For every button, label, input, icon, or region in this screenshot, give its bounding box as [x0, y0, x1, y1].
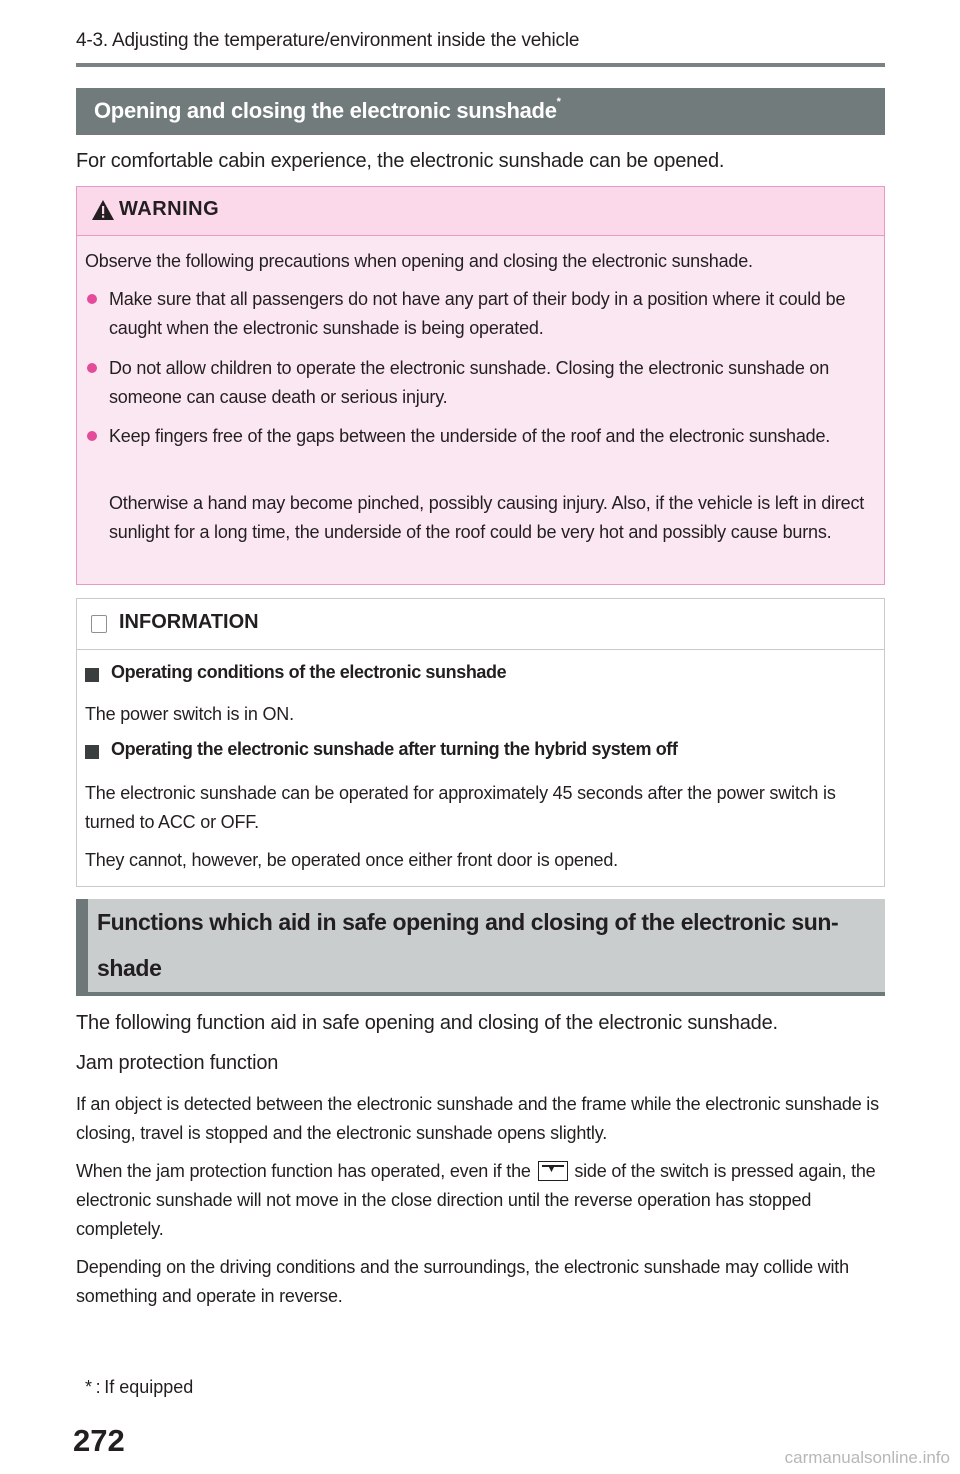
footnote-mark: * [556, 96, 561, 108]
information-header [77, 599, 884, 650]
function-paragraph [76, 1157, 888, 1244]
close-switch-icon [538, 1161, 568, 1181]
information-text: They cannot, however, be operated once either front door is opened. [85, 850, 618, 870]
warning-header [77, 187, 884, 236]
subsection-title-bar [76, 899, 885, 996]
warning-intro: Observe the following precautions when opening and closing the electronic sunshade. [85, 251, 753, 271]
subsection-accent-bar [76, 899, 88, 996]
function-name: Jam protection function [76, 1052, 279, 1074]
section-title-bar [76, 88, 885, 135]
bullet-icon [87, 363, 97, 373]
subsection-title: Functions which aid in safe opening and closing of the electronic sun-shade [97, 909, 839, 981]
information-box [76, 598, 885, 887]
information-text: The power switch is in ON. [85, 704, 294, 724]
page-number: 272 [73, 1423, 125, 1458]
warning-continuation: Otherwise a hand may become pinched, possibly causing injury. Also, if the vehicle is left in direct sunlight for a long time, the underside of the roof could be very hot and possibly cause burns. [109, 493, 865, 542]
section-intro: For comfortable cabin experience, the electronic sunshade can be opened. [76, 150, 725, 172]
paragraph-text: When the jam protection function has operated, even if the [76, 1161, 531, 1181]
square-bullet-icon [85, 668, 99, 682]
subsection-intro: The following function aid in safe opening and closing of the electronic sunshade. [76, 1012, 778, 1034]
bullet-icon [87, 431, 97, 441]
information-subheading: Operating conditions of the electronic sunshade [111, 662, 507, 682]
section-title-text: Opening and closing the electronic sunshade [94, 98, 557, 123]
information-icon [91, 615, 107, 633]
information-text: The electronic sunshade can be operated for approximately 45 seconds after the power switch is turned to ACC or OFF. [85, 783, 836, 832]
warning-item: Make sure that all passengers do not have any part of their body in a position where it could be caught when the electronic sunshade is being operated. [109, 289, 846, 338]
chapter-rule [76, 63, 885, 67]
watermark: carmanualsonline.info [784, 1448, 950, 1467]
paragraph-text: side of the switch is pressed again, the electronic sunshade will not move in the close direction until the reverse operation has stopped completely. [76, 1161, 876, 1239]
warning-item: Do not allow children to operate the electronic sunshade. Closing the electronic sunshade on someone can cause death or serious injury. [109, 358, 830, 407]
function-paragraph: If an object is detected between the electronic sunshade and the frame while the electronic sunshade is closing, travel is stopped and the electronic sunshade opens slightly. [76, 1094, 879, 1143]
section-title [94, 98, 561, 124]
chapter-heading: 4-3. Adjusting the temperature/environment inside the vehicle [76, 30, 580, 51]
footnote: * : If equipped [85, 1377, 194, 1397]
warning-label: WARNING [119, 198, 220, 220]
bullet-icon [87, 294, 97, 304]
information-label: INFORMATION [119, 611, 259, 633]
function-paragraph: Depending on the driving conditions and the surroundings, the electronic sunshade may collide with something and operate in reverse. [76, 1257, 849, 1306]
warning-item: Keep fingers free of the gaps between the underside of the roof and the electronic sunshade. [109, 426, 831, 446]
warning-icon [91, 199, 115, 221]
warning-box [76, 186, 885, 585]
square-bullet-icon [85, 745, 99, 759]
information-subheading: Operating the electronic sunshade after turning the hybrid system off [111, 739, 678, 759]
